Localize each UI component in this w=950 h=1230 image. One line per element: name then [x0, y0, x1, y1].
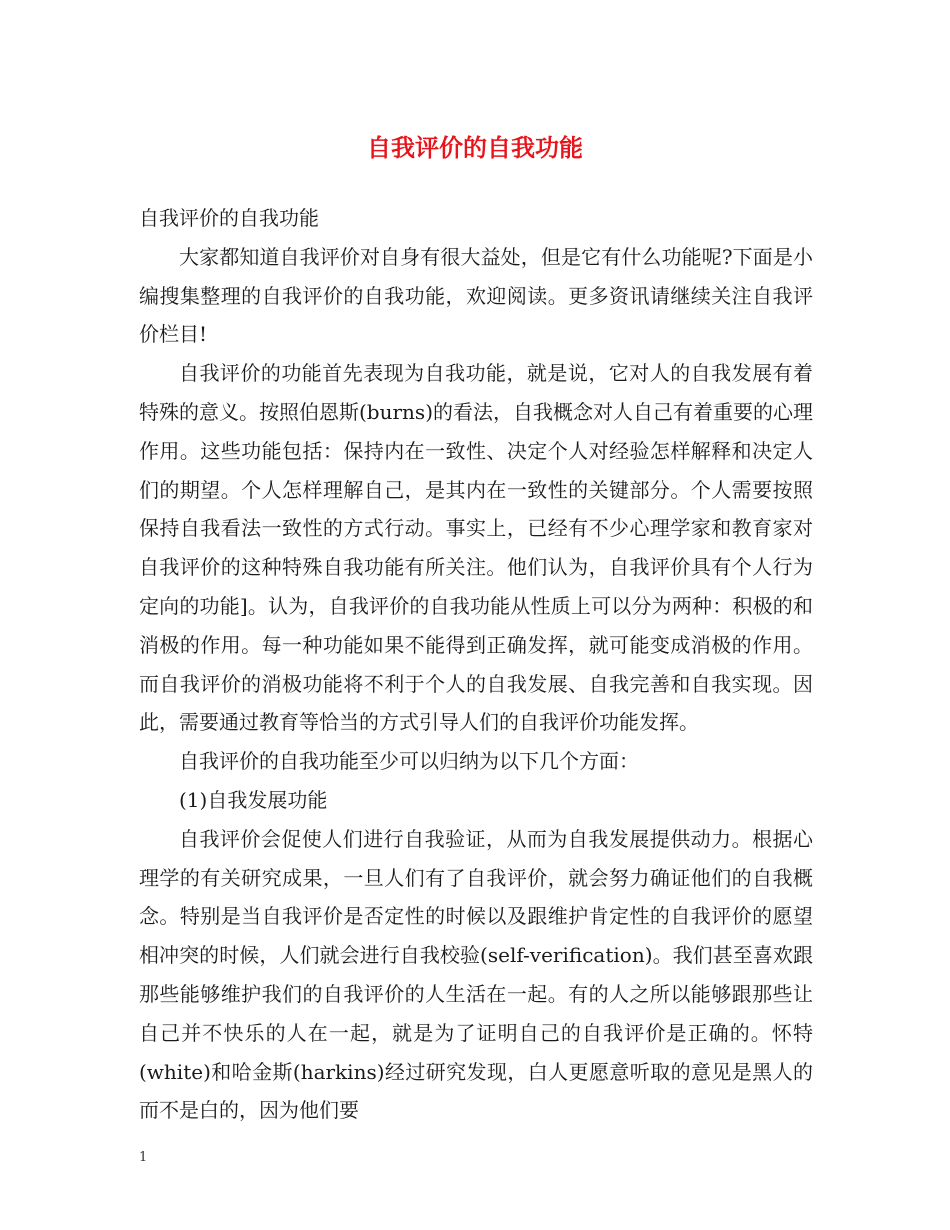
page-number: 1 [139, 1150, 148, 1165]
paragraph: 自我评价的功能首先表现为自我功能，就是说，它对人的自我发展有着特殊的意义。按照伯恩斯(burns)的看法，自我概念对人自己有着重要的心理作用。这些功能包括：保持内在一致性、决定个人对经验怎样解释和决定人们的期望。个人怎样理解自己，是其内在一致性的关键部分。个人需要按照保持自我看法一致性的方式行动。事实上，已经有不少心理学家和教育家对自我评价的这种特殊自我功能有所关注。他们认为，自我评价具有个人行为定向的功能]。认为，自我评价的自我功能从性质上可以分为两种：积极的和消极的作用。每一种功能如果不能得到正确发挥，就可能变成消极的作用。而自我评价的消极功能将不利于个人的自我发展、自我完善和自我实现。因此，需要通过教育等恰当的方式引导人们的自我评价功能发挥。 [139, 361, 813, 735]
section-heading: (1)自我发展功能 [179, 787, 328, 812]
paragraph: 自我评价会促使人们进行自我验证，从而为自我发展提供动力。根据心理学的有关研究成果，一旦人们有了自我评价，就会努力确证他们的自我概念。特别是当自我评价是否定性的时候以及跟维护肯定性的自我评价的愿望相冲突的时候，人们就会进行自我校验(self-verification)。我们甚至喜欢跟那些能够维护我们的自我评价的人生活在一起。有的人之所以能够跟那些让自己并不快乐的人在一起，就是为了证明自己的自我评价是正确的。怀特(white)和哈金斯(harkins)经过研究发现，白人更愿意听取的意见是黑人的而不是白的，因为他们要 [139, 826, 813, 1123]
paragraph: 大家都知道自我评价对自身有很大益处，但是它有什么功能呢?下面是小编搜集整理的自我评价的自我功能，欢迎阅读。更多资讯请继续关注自我评价栏目! [139, 244, 813, 347]
document-body [139, 199, 813, 1130]
document-title: 自我评价的自我功能 [367, 134, 583, 162]
paragraph-heading: 自我评价的自我功能 [139, 206, 319, 230]
paragraph: 自我评价的自我功能至少可以归纳为以下几个方面： [179, 749, 639, 774]
